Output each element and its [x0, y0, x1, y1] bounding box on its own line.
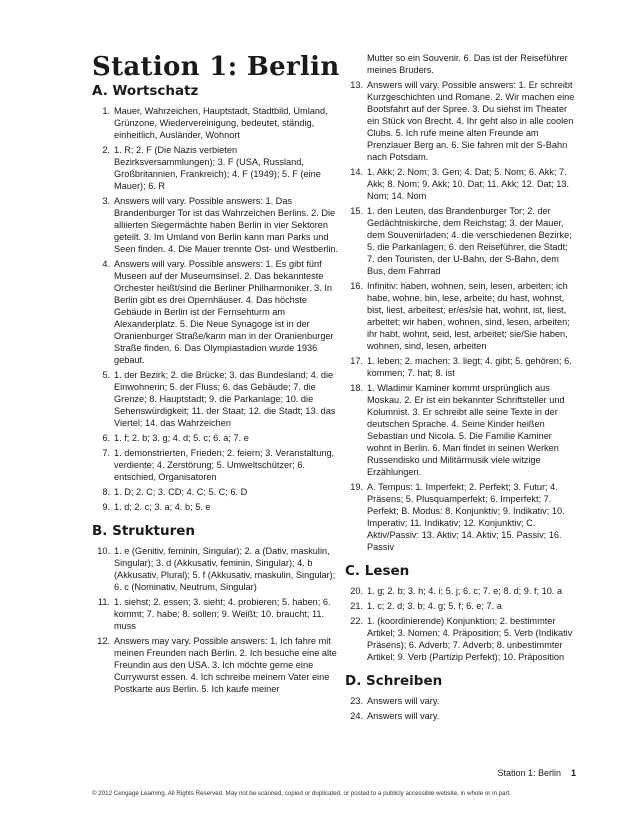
section-heading-wortschatz: A. Wortschatz — [92, 83, 199, 99]
answer-number: 4. — [102, 259, 110, 269]
answer-number: 12. — [97, 636, 110, 646]
answer-item — [92, 432, 340, 444]
answer-item — [92, 369, 340, 429]
answer-text: Answers will vary. Possible answers: 1. Es gibt fünf Museen auf der Museumsinsel. 2. Das bekannteste Orchester heißt/sind die Berliner Philharmoniker. 3. In Berlin gibt es drei Opernhäuser. 4. Das höchste Gebäude in Berlin ist der Fernsehturm am Alexanderplatz. 5. Die Neue Synagoge ist in der Oranienburger Straße/kann man in der Oranienburger Straße finden. 6. Das Olympiastadion wurde 1936 gebaut. — [114, 259, 334, 365]
answer-item — [92, 258, 340, 366]
answer-number: 2. — [102, 145, 110, 155]
answer-number: 8. — [102, 487, 110, 497]
answer-item — [92, 105, 340, 141]
answer-item — [345, 79, 575, 163]
answer-text: 1. R; 2. F (Die Nazis verbieten Bezirksversammlungen); 3. F (USA, Russland, Großbritannien, Frankreich); 4. F (1949); 5. F (eine Mauer); 6. R — [114, 145, 321, 191]
answer-number: 5. — [102, 370, 110, 380]
section-d-items — [345, 695, 575, 722]
answer-number: 6. — [102, 433, 110, 443]
left-column — [92, 79, 340, 698]
answer-number: 13. — [350, 80, 363, 90]
copyright-notice: © 2012 Cengage Learning. All Rights Reserved. May not be scanned, copied or duplicated, or posted to a publicly accessible website, in whole or in part. — [92, 790, 512, 797]
answer-number: 20. — [350, 586, 363, 596]
right-column — [345, 52, 575, 725]
answer-item — [345, 481, 575, 553]
answer-text: Mauer, Wahrzeichen, Hauptstadt, Stadtbild, Umland, Grünzone, Wiedervereinigung, bedeutet, ständig, einheitlich, Ausländer, Wohnort — [114, 106, 328, 140]
answer-text: 1. den Leuten, das Brandenburger Tor; 2. der Gedächtniskirche, dem Reichstag; 3. der Mauer, dem Souvenirladen; 4. die verschiedenen Bezirke; 5. die Parkanlagen; 6. den Reiseführer, die Stadt; 7. den Touristen, der U-Bahn, der S-Bahn, dem Bus, dem Fahrrad — [367, 206, 572, 276]
section-heading-strukturen: B. Strukturen — [92, 523, 196, 539]
answer-item — [345, 166, 575, 202]
answer-text: 1. c; 2. d; 3. b; 4. g; 5. f; 6. e; 7. a — [367, 601, 502, 611]
answer-number: 7. — [102, 448, 110, 458]
section-a-items — [92, 105, 340, 513]
answer-item — [92, 144, 340, 192]
answer-item — [92, 447, 340, 483]
answer-item — [345, 382, 575, 478]
continuation-text: Mutter so ein Souvenir. 6. Das ist der Reiseführer meines Bruders. — [367, 53, 568, 75]
answer-item — [92, 596, 340, 632]
answer-text: 1. f; 2. b; 3. g; 4. d; 5. c; 6. a; 7. e — [114, 433, 249, 443]
answer-text: Answers will vary. — [367, 711, 440, 721]
answer-text: Answers will vary. — [367, 696, 440, 706]
answer-text: 1. siehst; 2. essen; 3. sieht; 4. probieren; 5. haben; 6. kommt; 7. habe; 8. sollen; 9. Weißt; 10. braucht; 11. muss — [114, 597, 331, 631]
answer-item — [92, 486, 340, 498]
answer-text: 1. leben; 2. machen; 3. liegt; 4. gibt; 5. gehören; 6. kommen; 7. hat; 8. ist — [367, 356, 572, 378]
answer-number: 23. — [350, 696, 363, 706]
answer-text: 1. g; 2. b; 3. h; 4. i; 5. j; 6. c; 7. e; 8. d; 9. f; 10. a — [367, 586, 563, 596]
answer-text: Answers will vary. Possible answers: 1. Er schreibt Kurzgeschichten und Romane. 2. Wir machen eine Bootsfahrt auf der Spree. 3. Du siehst im Theater ein Stück von Brecht. 4. Ihr geht also in alle coolen Clubs. 5. Ich rufe meine alten Freunde am Prenzlauer Berg an. 6. Sie fahren mit der S-Bahn nach Potsdam. — [367, 80, 575, 162]
answer-text: 1. demonstrierten, Frieden; 2. feiern; 3. Veranstaltung, verdiente; 4. Zerstörung; 5. Umweltschützer; 6. entschied, Organisatoren — [114, 448, 335, 482]
section-heading-lesen: C. Lesen — [345, 563, 410, 579]
answer-number: 22. — [350, 616, 363, 626]
answer-number: 10. — [97, 546, 110, 556]
answer-item — [345, 600, 575, 612]
answer-number: 21. — [350, 601, 363, 611]
answer-text: 1. e (Genitiv, feminin, Singular); 2. a (Dativ, maskulin, Singular); 3. d (Akkusativ, feminin, Singular); 4. b (Akkusativ, Plural); 5. f (Akkusativ, maskulin, Singular); 6. c (Nominativ, Neutrum, Singular) — [114, 546, 336, 592]
answer-text: Answers will vary. Possible answers: 1. Das Brandenburger Tor ist das Wahrzeichen Berlins. 2. Die alliierten Siegermächte haben Berlin in vier Sektoren geteilt. 3. Im Umland von Berlin kann man Parks und Seen finden. 4. Die Mauer trennte Ost- und Westberlin. — [114, 196, 339, 254]
answer-number: 15. — [350, 206, 363, 216]
answer-number: 24. — [350, 711, 363, 721]
section-b-items — [92, 545, 340, 695]
answer-item — [92, 545, 340, 593]
answer-text: 1. d; 2. c; 3. a; 4. b; 5. e — [114, 502, 211, 512]
answer-number: 18. — [350, 383, 363, 393]
section-heading-schreiben: D. Schreiben — [345, 673, 443, 689]
answer-text: 1. D; 2. C; 3. CD; 4. C; 5. C; 6. D — [114, 487, 248, 497]
answer-text: 1. Akk; 2. Nom; 3. Gen; 4. Dat; 5. Nom; 6. Akk; 7. Akk; 8. Nom; 9. Akk; 10. Dat; 11. Akk; 12. Dat; 13. Nom; 14. Nom — [367, 167, 570, 201]
answer-number: 16. — [350, 281, 363, 291]
section-b-cont-items — [345, 79, 575, 553]
section-c-items — [345, 585, 575, 663]
answer-number: 19. — [350, 482, 363, 492]
page-number: 1 — [570, 768, 576, 778]
answer-item — [92, 635, 340, 695]
answer-number: 9. — [102, 502, 110, 512]
answer-item — [345, 695, 575, 707]
answer-text: 1. der Bezirk; 2. die Brücke; 3. das Bundesland; 4. die Einwohnerin; 5. der Fluss; 6. das Gebäude; 7. die Grenze; 8. Hauptstadt; 9. die Parkanlage; 10. die Sehenswürdigkeit; 11. der Staat; 12. die Stadt; 13. das Viertel; 14. das Wahrzeichen — [114, 370, 336, 428]
answer-item — [345, 205, 575, 277]
answer-item — [345, 355, 575, 379]
answer-item — [345, 710, 575, 722]
answer-number: 11. — [97, 597, 110, 607]
answer-text: 1. Wladimir Kaminer kommt ursprünglich aus Moskau. 2. Er ist ein bekannter Schriftsteller und Kolumnist. 3. Er schreibt alle seine Texte in der deutschen Sprache. 4. Seine Kinder heißen Sebastian und Nicola. 5. Die Familie Kaminer wohnt in Berlin. 6. Man findet in seinen Werken Russendisko und Militärmusik viele witzige Erzählungen. — [367, 383, 565, 477]
answer-number: 1. — [102, 106, 110, 116]
page-title: Station 1: Berlin — [92, 52, 340, 82]
answer-number: 3. — [102, 196, 110, 206]
page-footer — [497, 768, 576, 778]
footer-label: Station 1: Berlin — [497, 768, 561, 778]
answer-text: Infinitiv: haben, wohnen, sein, lesen, arbeiten; ich habe, wohne, bin, lese, arbeite; du hast, wohnst, bist, liest, arbeitest; er/es/sie hat, wohnt, ist, liest, arbeitet; wir haben, wohnen, sind, lesen, arbeiten; ihr habt, wohnt, seid, lest, arbeitet; sie/Sie haben, wohnen, sind, lesen, arbeiten — [367, 281, 570, 351]
answer-item — [345, 615, 575, 663]
answer-item — [345, 585, 575, 597]
answer-text: A. Tempus: 1. Imperfekt; 2. Perfekt; 3. Futur; 4. Präsens; 5. Plusquamperfekt; 6. Imperfekt; 7. Perfekt; B. Modus: 8. Konjunktiv; 9. Indikativ; 10. Imperativ; 11. Indikativ; 12. Konjunktiv; C. Aktiv/Passiv: 13. Aktiv; 14. Aktiv; 15. Passiv; 16. Passiv — [367, 482, 565, 552]
answer-number: 14. — [350, 167, 363, 177]
answer-number: 17. — [350, 356, 363, 366]
answer-text: Answers may vary. Possible answers: 1. Ich fahre mit meinen Freunden nach Berlin. 2. Ich besuche eine alte Freundin aus den USA. 3. Ich möchte gerne eine Currywurst essen. 4. Ich schreibe meinem Vater eine Postkarte aus Berlin. 5. Ich kaufe meiner — [114, 636, 337, 694]
answer-text: 1. (koordinierende) Konjunktion; 2. bestimmter Artikel; 3. Nomen; 4. Präposition; 5. Verb (Indikativ Präsens); 6. Adverb; 7. Adverb; 8. unbestimmter Artikel; 9. Verb (Partizip Perfekt); 10. Präposition — [367, 616, 573, 662]
answer-item — [92, 195, 340, 255]
answer-item — [92, 501, 340, 513]
answer-item — [345, 280, 575, 352]
